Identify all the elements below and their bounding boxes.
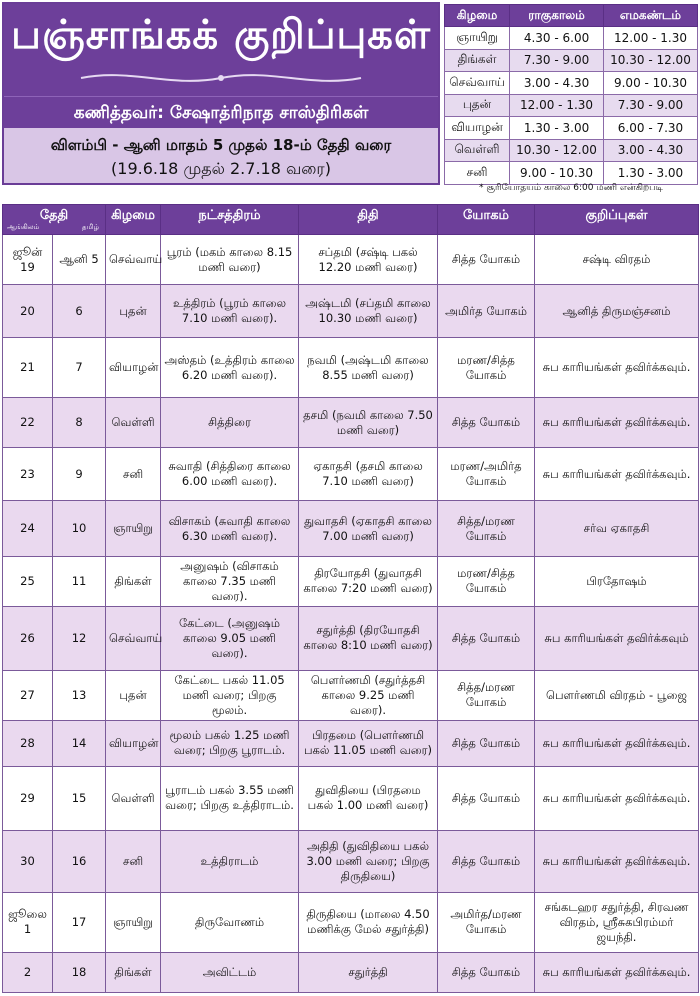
ema-time: 7.30 - 9.00 <box>604 94 698 117</box>
cell-day: புதன் <box>106 285 161 338</box>
cell-day: ஞாயிறு <box>106 501 161 557</box>
cell-star: கேட்டை (அனுஷம் காலை 9.05 மணி வரை). <box>161 606 299 670</box>
cell-star: அஸ்தம் (உத்திரம் காலை 6.20 மணி வரை). <box>161 338 299 398</box>
table-row <box>3 720 699 766</box>
rahu-row <box>445 94 698 117</box>
cell-yogam: சித்த யோகம் <box>438 606 535 670</box>
cell-yogam: சித்த/மரண யோகம் <box>438 501 535 557</box>
cell-english-date: 2 <box>3 952 53 992</box>
cell-english-date: ஜூன் 19 <box>3 235 53 285</box>
table-row <box>3 830 699 892</box>
cell-english-date: 23 <box>3 448 53 501</box>
cell-notes: சங்கடஹர சதுர்த்தி, சிரவண விரதம், ஸ்ரீசுகபிரம்மர் ஜயந்தி. <box>535 892 699 952</box>
title-band <box>4 4 438 96</box>
cell-notes: சர்வ ஏகாதசி <box>535 501 699 557</box>
cell-star: மூலம் பகல் 1.25 மணி வரை; பிறகு பூராடம். <box>161 720 299 766</box>
rahu-row <box>445 72 698 95</box>
cell-english-date: 21 <box>3 338 53 398</box>
header-notes: குறிப்புகள் <box>535 205 699 235</box>
cell-day: சனி <box>106 830 161 892</box>
cell-yogam: அமிர்த/மரண யோகம் <box>438 892 535 952</box>
cell-star: விசாகம் (சுவாதி காலை 6.30 மணி வரை). <box>161 501 299 557</box>
cell-english-date: 24 <box>3 501 53 557</box>
cell-tithi: பௌர்ணமி (சதுர்த்தசி காலை 9.25 மணி வரை). <box>299 670 438 720</box>
cell-tithi: சப்தமி (சஷ்டி பகல் 12.20 மணி வரை) <box>299 235 438 285</box>
rahu-time: 3.00 - 4.30 <box>510 72 604 95</box>
cell-tamil-date: 14 <box>53 720 106 766</box>
cell-star: உத்திராடம் <box>161 830 299 892</box>
cell-english-date: 25 <box>3 557 53 607</box>
header-date <box>3 205 106 235</box>
page-title: பஞ்சாங்கக் குறிப்புகள் <box>11 12 431 58</box>
cell-day: திங்கள் <box>106 952 161 992</box>
cell-tamil-date: 10 <box>53 501 106 557</box>
cell-notes: சுப காரியங்கள் தவிர்க்கவும் <box>535 606 699 670</box>
rahu-header-rahu: ராகுகாலம் <box>510 5 604 27</box>
cell-yogam: சித்த யோகம் <box>438 830 535 892</box>
cell-day: ஞாயிறு <box>106 892 161 952</box>
cell-star: கேட்டை பகல் 11.05 மணி வரை; பிறகு மூலம். <box>161 670 299 720</box>
header-date-english: ஆங்கிலம் <box>7 223 40 231</box>
panchangam-table <box>2 204 699 993</box>
ornament-swirl-icon <box>4 66 438 92</box>
cell-notes: சுப காரியங்கள் தவிர்க்கவும். <box>535 398 699 448</box>
cell-tithi: தசமி (நவமி காலை 7.50 மணி வரை) <box>299 398 438 448</box>
cell-star: சித்திரை <box>161 398 299 448</box>
cell-english-date: 20 <box>3 285 53 338</box>
cell-english-date: 30 <box>3 830 53 892</box>
period-band <box>4 128 438 183</box>
cell-notes: ஆனித் திருமஞ்சனம் <box>535 285 699 338</box>
cell-tithi: அதிதி (துவிதியை பகல் 3.00 மணி வரை; பிறகு திருதியை) <box>299 830 438 892</box>
header-yogam: யோகம் <box>438 205 535 235</box>
header-star: நட்சத்திரம் <box>161 205 299 235</box>
rahu-day: செவ்வாய் <box>445 72 510 95</box>
cell-tithi: சதுர்த்தி (திரயோதசி காலை 8:10 மணி வரை) <box>299 606 438 670</box>
cell-tamil-date: 6 <box>53 285 106 338</box>
cell-star: அவிட்டம் <box>161 952 299 992</box>
cell-tithi: பிரதமை (பௌர்ணமி பகல் 11.05 மணி வரை) <box>299 720 438 766</box>
cell-yogam: சித்த யோகம் <box>438 766 535 830</box>
period-line-2: (19.6.18 முதல் 2.7.18 வரை) <box>111 159 331 178</box>
cell-day: திங்கள் <box>106 557 161 607</box>
header-block <box>2 2 440 185</box>
cell-tamil-date: 15 <box>53 766 106 830</box>
table-row <box>3 952 699 992</box>
cell-english-date: 28 <box>3 720 53 766</box>
rahu-time: 10.30 - 12.00 <box>510 139 604 162</box>
cell-tamil-date: 18 <box>53 952 106 992</box>
cell-notes: பிரதோஷம் <box>535 557 699 607</box>
cell-tamil-date: 7 <box>53 338 106 398</box>
table-row <box>3 501 699 557</box>
cell-yogam: மரண/அமிர்த யோகம் <box>438 448 535 501</box>
table-row <box>3 398 699 448</box>
cell-notes: சஷ்டி விரதம் <box>535 235 699 285</box>
rahu-day: ஞாயிறு <box>445 27 510 50</box>
table-header-row <box>3 205 699 235</box>
cell-star: அனுஷம் (விசாகம் காலை 7.35 மணி வரை). <box>161 557 299 607</box>
rahu-row <box>445 49 698 72</box>
cell-yogam: சித்த/மரண யோகம் <box>438 670 535 720</box>
cell-day: சனி <box>106 448 161 501</box>
rahu-time: 12.00 - 1.30 <box>510 94 604 117</box>
cell-yogam: சித்த யோகம் <box>438 952 535 992</box>
rahu-time: 7.30 - 9.00 <box>510 49 604 72</box>
cell-notes: பௌர்ணமி விரதம் - பூஜை <box>535 670 699 720</box>
cell-tamil-date: 16 <box>53 830 106 892</box>
cell-notes: சுப காரியங்கள் தவிர்க்கவும். <box>535 448 699 501</box>
cell-english-date: ஜூலை 1 <box>3 892 53 952</box>
cell-yogam: சித்த யோகம் <box>438 720 535 766</box>
cell-tamil-date: 11 <box>53 557 106 607</box>
period-line-1: விளம்பி - ஆனி மாதம் 5 முதல் 18-ம் தேதி வரை <box>50 136 392 154</box>
rahu-day: புதன் <box>445 94 510 117</box>
ema-time: 6.00 - 7.30 <box>604 117 698 140</box>
table-row <box>3 892 699 952</box>
table-row <box>3 670 699 720</box>
cell-tithi: அஷ்டமி (சப்தமி காலை 10.30 மணி வரை) <box>299 285 438 338</box>
header-date-label: தேதி <box>39 208 69 223</box>
rahu-row <box>445 139 698 162</box>
cell-tamil-date: 17 <box>53 892 106 952</box>
ema-time: 10.30 - 12.00 <box>604 49 698 72</box>
cell-star: பூராடம் பகல் 3.55 மணி வரை; பிறகு உத்திராடம். <box>161 766 299 830</box>
header-date-tamil: தமிழ் <box>81 223 100 231</box>
rahu-row <box>445 162 698 185</box>
cell-tamil-date: 9 <box>53 448 106 501</box>
cell-tamil-date: 12 <box>53 606 106 670</box>
rahu-time: 1.30 - 3.00 <box>510 117 604 140</box>
cell-tithi: நவமி (அஷ்டமி காலை 8.55 மணி வரை) <box>299 338 438 398</box>
cell-star: உத்திரம் (பூரம் காலை 7.10 மணி வரை). <box>161 285 299 338</box>
table-row <box>3 557 699 607</box>
rahu-time: 9.00 - 10.30 <box>510 162 604 185</box>
cell-star: திருவோணம் <box>161 892 299 952</box>
cell-day: வெள்ளி <box>106 398 161 448</box>
ema-time: 1.30 - 3.00 <box>604 162 698 185</box>
table-row <box>3 235 699 285</box>
cell-day: வியாழன் <box>106 338 161 398</box>
cell-yogam: அமிர்த யோகம் <box>438 285 535 338</box>
rahu-day: சனி <box>445 162 510 185</box>
cell-day: வியாழன் <box>106 720 161 766</box>
cell-star: பூரம் (மகம் காலை 8.15 மணி வரை) <box>161 235 299 285</box>
cell-yogam: மரண/சித்த யோகம் <box>438 557 535 607</box>
rahu-header-ema: எமகண்டம் <box>604 5 698 27</box>
rahu-day: திங்கள் <box>445 49 510 72</box>
cell-day: செவ்வாய் <box>106 606 161 670</box>
cell-tithi: துவிதியை (பிரதமை பகல் 1.00 மணி வரை) <box>299 766 438 830</box>
ema-time: 12.00 - 1.30 <box>604 27 698 50</box>
ema-time: 3.00 - 4.30 <box>604 139 698 162</box>
header-tithi: திதி <box>299 205 438 235</box>
cell-tithi: துவாதசி (ஏகாதசி காலை 7.00 மணி வரை) <box>299 501 438 557</box>
rahu-row <box>445 117 698 140</box>
cell-tamil-date: 8 <box>53 398 106 448</box>
ema-time: 9.00 - 10.30 <box>604 72 698 95</box>
rahu-day: வியாழன் <box>445 117 510 140</box>
cell-notes: சுப காரியங்கள் தவிர்க்கவும். <box>535 952 699 992</box>
rahu-header-row <box>445 5 698 27</box>
cell-yogam: மரண/சித்த யோகம் <box>438 338 535 398</box>
cell-yogam: சித்த யோகம் <box>438 235 535 285</box>
author-line: கணித்தவர்: சேஷாத்ரிநாத சாஸ்திரிகள் <box>4 96 438 128</box>
cell-english-date: 29 <box>3 766 53 830</box>
cell-english-date: 26 <box>3 606 53 670</box>
cell-day: புதன் <box>106 670 161 720</box>
cell-day: வெள்ளி <box>106 766 161 830</box>
sunrise-note: * சூரியோதயம் காலை 6:00 மணி என்கிறபடி <box>479 183 663 193</box>
table-row <box>3 338 699 398</box>
cell-notes: சுப காரியங்கள் தவிர்க்கவும். <box>535 720 699 766</box>
rahu-header-day: கிழமை <box>445 5 510 27</box>
cell-tamil-date: 13 <box>53 670 106 720</box>
header-day: கிழமை <box>106 205 161 235</box>
cell-tithi: திரயோதசி (துவாதசி காலை 7:20 மணி வரை) <box>299 557 438 607</box>
cell-tithi: திருதியை (மாலை 4.50 மணிக்கு மேல் சதுர்த்தி) <box>299 892 438 952</box>
cell-tithi: ஏகாதசி (தசமி காலை 7.10 மணி வரை) <box>299 448 438 501</box>
table-row <box>3 448 699 501</box>
cell-day: செவ்வாய் <box>106 235 161 285</box>
cell-english-date: 27 <box>3 670 53 720</box>
cell-notes: சுப காரியங்கள் தவிர்க்கவும். <box>535 338 699 398</box>
rahu-day: வெள்ளி <box>445 139 510 162</box>
cell-star: சுவாதி (சித்திரை காலை 6.00 மணி வரை). <box>161 448 299 501</box>
rahu-time: 4.30 - 6.00 <box>510 27 604 50</box>
cell-english-date: 22 <box>3 398 53 448</box>
rahu-kalam-table <box>444 4 698 185</box>
cell-yogam: சித்த யோகம் <box>438 398 535 448</box>
table-row <box>3 766 699 830</box>
cell-notes: சுப காரியங்கள் தவிர்க்கவும். <box>535 830 699 892</box>
cell-tithi: சதுர்த்தி <box>299 952 438 992</box>
table-row <box>3 285 699 338</box>
rahu-row <box>445 27 698 50</box>
table-row <box>3 606 699 670</box>
cell-tamil-date: ஆனி 5 <box>53 235 106 285</box>
cell-notes: சுப காரியங்கள் தவிர்க்கவும். <box>535 766 699 830</box>
